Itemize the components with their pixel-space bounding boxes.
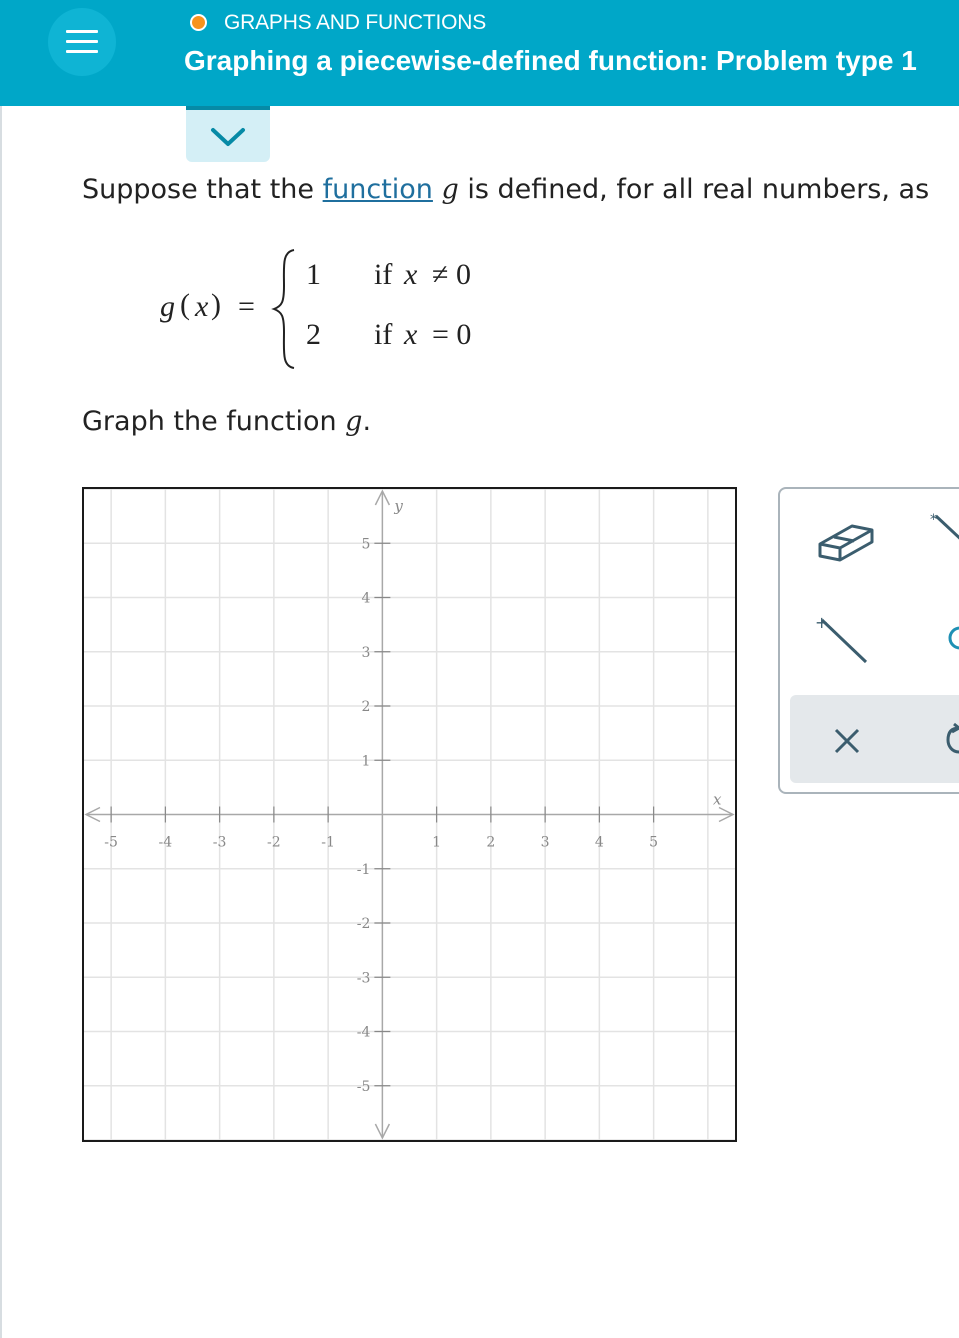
y-tick-label: -1 <box>356 861 371 878</box>
open-circle-icon <box>946 624 959 654</box>
topic-label: GRAPHS AND FUNCTIONS <box>224 11 487 34</box>
hamburger-icon-line <box>66 50 98 53</box>
case2-value: 2 <box>306 318 321 351</box>
line-segment-icon <box>812 610 872 666</box>
tool-actions-row <box>790 695 959 783</box>
svg-text:*: * <box>930 512 937 528</box>
y-tick-label: 5 <box>361 536 371 553</box>
undo-button[interactable] <box>944 722 959 762</box>
open-point-tool[interactable] <box>946 624 959 658</box>
case1-var: x <box>404 258 418 291</box>
clear-button[interactable] <box>832 726 862 760</box>
x-tick-label: -4 <box>158 834 173 851</box>
undo-icon <box>944 722 959 758</box>
collapse-header-button[interactable] <box>186 106 270 162</box>
case2-var: x <box>404 318 418 351</box>
x-tick-label: 4 <box>594 834 604 851</box>
x-tick-label: 3 <box>540 834 550 851</box>
coordinate-plane[interactable] <box>84 489 735 1140</box>
case2-relation: = 0 <box>432 318 472 351</box>
line-segment-tool[interactable] <box>812 610 872 670</box>
header-bar <box>0 0 959 106</box>
y-tick-label: 2 <box>361 699 371 715</box>
eraser-icon <box>812 512 878 568</box>
prompt-text: Suppose that the <box>82 174 323 205</box>
svg-text:+: + <box>815 613 829 632</box>
lhs-close: ) <box>211 288 221 321</box>
case1-value: 1 <box>306 258 321 291</box>
x-tick-label: -1 <box>321 834 335 851</box>
y-tick-label: -4 <box>356 1024 371 1041</box>
eraser-tool[interactable] <box>812 512 878 572</box>
chevron-down-icon <box>210 126 246 148</box>
y-tick-label: 3 <box>361 644 371 661</box>
x-tick-label: 2 <box>486 834 496 851</box>
graph-canvas[interactable] <box>82 487 737 1142</box>
function-link[interactable]: function <box>322 174 433 205</box>
graph-instruction-var: g <box>345 406 363 437</box>
x-icon <box>832 726 862 756</box>
ray-icon <box>926 506 959 546</box>
problem-statement <box>82 174 929 205</box>
lhs-open: ( <box>180 288 190 321</box>
hamburger-icon-line <box>66 40 98 43</box>
x-axis-label: x <box>713 790 722 809</box>
lhs-arg: x <box>195 290 209 323</box>
y-tick-label: -2 <box>356 916 371 932</box>
topic-status-dot <box>190 14 207 31</box>
lhs-name: g <box>160 290 175 323</box>
left-border <box>0 0 2 1338</box>
graph-instruction-end: . <box>362 406 372 437</box>
y-tick-label: -3 <box>356 970 371 987</box>
graph-instruction-text: Graph the function <box>82 406 346 437</box>
x-tick-label: -5 <box>104 834 118 851</box>
case1-if: if <box>374 258 393 291</box>
page-title: Graphing a piecewise-defined function: Problem type 1 <box>184 45 917 76</box>
x-tick-label: 1 <box>432 834 442 851</box>
case2-if: if <box>374 318 393 351</box>
hamburger-icon <box>66 30 98 33</box>
x-tick-label: -2 <box>267 834 281 851</box>
menu-button[interactable] <box>48 8 116 76</box>
equals-sign: = <box>238 290 255 323</box>
y-tick-label: -5 <box>356 1078 371 1095</box>
prompt-text-end: is defined, for all real numbers, as <box>458 174 930 205</box>
y-tick-label: 4 <box>361 590 371 607</box>
case1-relation: ≠ 0 <box>432 258 471 291</box>
left-brace <box>268 246 298 372</box>
y-axis-label: y <box>394 497 403 515</box>
prompt-var: g <box>441 174 459 205</box>
graph-instruction <box>82 406 371 437</box>
collapse-tab-bar <box>186 106 270 110</box>
x-tick-label: -3 <box>212 834 227 851</box>
ray-tool[interactable] <box>926 506 959 550</box>
x-tick-label: 5 <box>649 834 659 851</box>
y-tick-label: 1 <box>361 753 371 770</box>
